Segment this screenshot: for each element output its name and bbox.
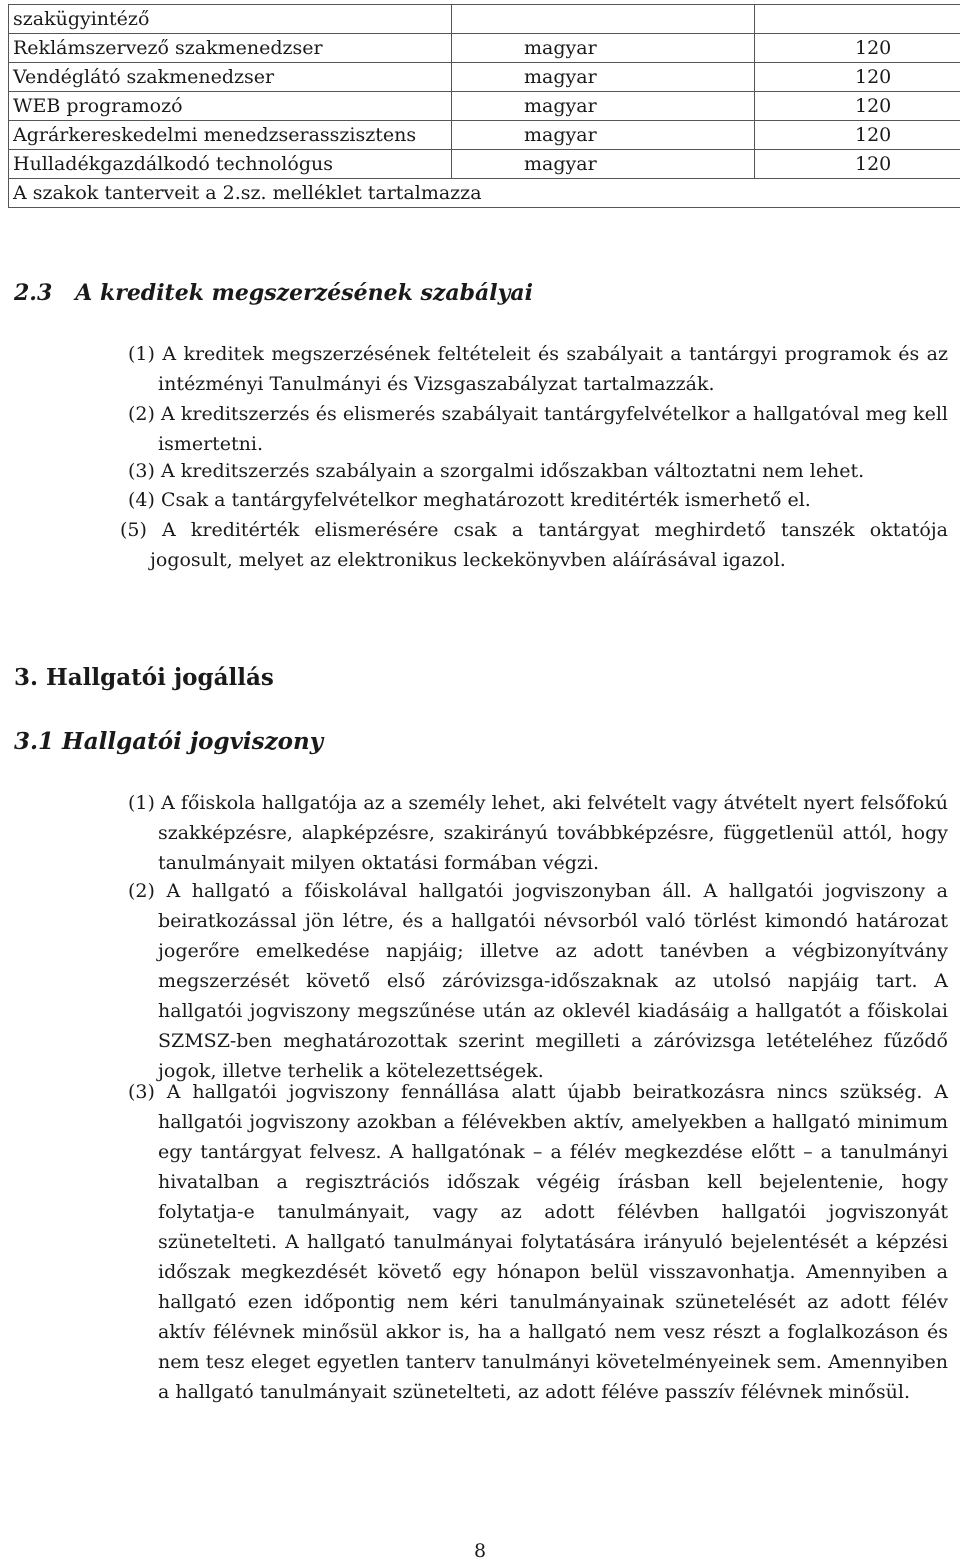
paragraph: (3) A hallgatói jogviszony fennállása alatt újabb beiratkozásra nincs szükség. A hallgatói jogviszony azokban a félévekben aktív, amelyekben a hallgató minimum egy tantárgyat felvesz. A hallgatónak – a félév megkezdése előtt – a tanulmányi hivatalban a regisztrációs időszak végéig írásban kell bejelentenie, hogy folytatja-e tanulmányait, vagy az adott félévben hallgatói jogviszonyát szünetelteti. A hallgató tanulmányai folytatására irányuló bejelentését a képzési időszak megkezdését követő egy hónapon belül visszavonhatja. Amennyiben a hallgató ezen időpontig nem kéri tanulmányainak szünetelését az adott félév aktív félévnek minősül akkor is, ha a hallgató nem vesz részt a foglalkozáson és nem tesz eleget egyetlen tanterv tanulmányi követelményeinek sem. Amennyiben a hallgató tanulmányait szünetelteti, az adott féléve passzív félévnek minősül. (128, 1081, 948, 1403)
programs-table (8, 4, 960, 208)
credits-cell: 120 (755, 121, 960, 150)
paragraph: (2) A kreditszerzés és elismerés szabályait tantárgyfelvételkor a hallgatóval meg kell ismertetni. (128, 403, 948, 455)
table-row (9, 121, 960, 150)
table-row (9, 34, 960, 63)
table-row (9, 150, 960, 179)
paragraph: (1) A főiskola hallgatója az a személy lehet, aki felvételt vagy átvételt nyert felsőfokú szakképzésre, alapképzésre, szakirányú továbbképzésre, függetlenül attól, hogy tanulmányait milyen oktatási formában végzi. (128, 792, 948, 874)
table-cell (755, 5, 960, 34)
paragraph: (3) A kreditszerzés szabályain a szorgalmi időszakban változtatni nem lehet. (128, 460, 865, 482)
program-name-cell: Reklámszervező szakmenedzser (9, 34, 452, 63)
section-3-1-heading: 3.1 Hallgatói jogviszony (14, 728, 324, 755)
paragraph: (2) A hallgató a főiskolával hallgatói jogviszonyban áll. A hallgatói jogviszony a beiratkozással jön létre, és a hallgatói névsorból való törlést kimondó határozat jogerőre emelkedése napjáig; illetve az adott tanévben a végbizonyítvány megszerzését követő első záróvizsga-időszaknak az utolsó napjáig tart. A hallgatói jogviszony megszűnése után az oklevél kiadásáig a hallgatót a főiskolai SZMSZ-ben meghatározottak szerint megilleti a záróvizsga letételéhez fűződő jogok, illetve terhelik a kötelezettségek. (128, 880, 948, 1082)
paragraph: (4) Csak a tantárgyfelvételkor meghatározott kreditérték ismerhető el. (128, 489, 811, 511)
language-cell: magyar (452, 92, 755, 121)
program-name-cell: Agrárkereskedelmi menedzserasszisztens (9, 121, 452, 150)
table-cell: szakügyintéző (9, 5, 452, 34)
language-cell: magyar (452, 121, 755, 150)
program-name-cell: WEB programozó (9, 92, 452, 121)
credits-cell: 120 (755, 63, 960, 92)
table-row (9, 92, 960, 121)
credits-cell: 120 (755, 150, 960, 179)
section-2-3-heading: 2.3 A kreditek megszerzésének szabályai (14, 280, 534, 306)
table-row (9, 5, 960, 34)
language-cell: magyar (452, 150, 755, 179)
table-cell (452, 5, 755, 34)
table-row (9, 179, 960, 208)
program-name-cell: Hulladékgazdálkodó technológus (9, 150, 452, 179)
credits-cell: 120 (755, 34, 960, 63)
section-3-heading: 3. Hallgatói jogállás (14, 664, 274, 691)
paragraph: (5) A kreditérték elismerésére csak a tantárgyat meghirdető tanszék oktatója jogosult, melyet az elektronikus leckekönyvben aláírásával igazol. (120, 519, 948, 571)
language-cell: magyar (452, 34, 755, 63)
program-name-cell: Vendéglátó szakmenedzser (9, 63, 452, 92)
page-number: 8 (473, 1540, 487, 1562)
table-note-cell: A szakok tanterveit a 2.sz. melléklet tartalmazza (9, 179, 960, 208)
paragraph: (1) A kreditek megszerzésének feltételeit és szabályait a tantárgyi programok és az intézményi Tanulmányi és Vizsgaszabályzat tartalmazzák. (128, 343, 948, 395)
credits-cell: 120 (755, 92, 960, 121)
table-row (9, 63, 960, 92)
language-cell: magyar (452, 63, 755, 92)
